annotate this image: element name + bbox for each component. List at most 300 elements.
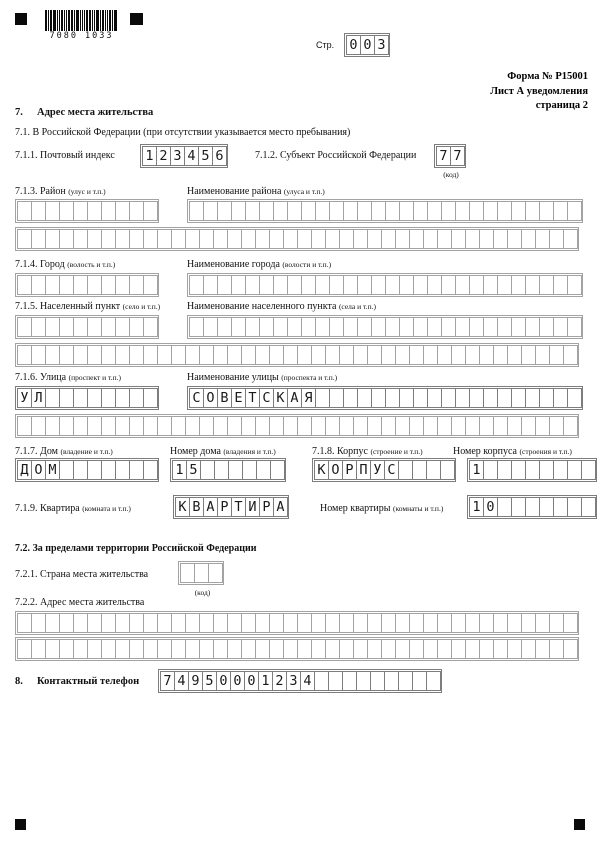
char-cell[interactable]	[455, 317, 470, 337]
char-cell[interactable]	[115, 416, 130, 436]
char-cell[interactable]	[567, 275, 582, 295]
char-cell[interactable]	[549, 416, 564, 436]
char-cell[interactable]	[465, 229, 480, 249]
char-cell[interactable]	[87, 317, 102, 337]
char-cell[interactable]	[437, 416, 452, 436]
char-cell[interactable]: 0	[360, 35, 375, 55]
char-cell[interactable]	[567, 201, 582, 221]
char-cell[interactable]	[269, 639, 284, 659]
char-cell[interactable]	[539, 275, 554, 295]
char-cell[interactable]	[45, 229, 60, 249]
char-cell[interactable]	[451, 229, 466, 249]
char-cell[interactable]	[87, 613, 102, 633]
char-cell[interactable]	[493, 639, 508, 659]
char-cell[interactable]	[539, 201, 554, 221]
char-cell[interactable]	[353, 613, 368, 633]
char-cell[interactable]	[423, 229, 438, 249]
char-cell[interactable]	[385, 388, 400, 408]
char-cell[interactable]	[31, 345, 46, 365]
char-cell[interactable]: У	[17, 388, 32, 408]
char-cell[interactable]	[242, 460, 257, 480]
char-cell[interactable]: Т	[231, 497, 246, 517]
char-cell[interactable]	[451, 613, 466, 633]
char-cell[interactable]	[497, 201, 512, 221]
char-cell[interactable]	[343, 388, 358, 408]
char-cell[interactable]	[301, 201, 316, 221]
char-cell[interactable]: Т	[245, 388, 260, 408]
char-cell[interactable]	[525, 317, 540, 337]
char-cell[interactable]	[17, 201, 32, 221]
char-cell[interactable]	[367, 229, 382, 249]
char-cell[interactable]	[59, 317, 74, 337]
char-cell[interactable]: 0	[346, 35, 361, 55]
char-cell[interactable]	[465, 416, 480, 436]
char-cell[interactable]	[31, 639, 46, 659]
char-cell[interactable]	[227, 229, 242, 249]
char-cell[interactable]	[87, 229, 102, 249]
char-cell[interactable]: К	[175, 497, 190, 517]
char-cell[interactable]	[427, 275, 442, 295]
char-cell[interactable]	[371, 388, 386, 408]
char-cell[interactable]	[45, 317, 60, 337]
char-cell[interactable]	[563, 416, 578, 436]
char-cell[interactable]	[315, 388, 330, 408]
char-cell[interactable]	[483, 460, 498, 480]
char-cell[interactable]	[203, 201, 218, 221]
char-cell[interactable]	[398, 460, 413, 480]
char-cell[interactable]: В	[217, 388, 232, 408]
char-cell[interactable]	[101, 639, 116, 659]
char-cell[interactable]	[171, 613, 186, 633]
char-cell[interactable]	[245, 201, 260, 221]
char-cell[interactable]	[59, 460, 74, 480]
char-cell[interactable]	[255, 416, 270, 436]
char-cell[interactable]	[287, 275, 302, 295]
char-cell[interactable]: 4	[300, 671, 315, 691]
char-cell[interactable]	[17, 345, 32, 365]
char-cell[interactable]	[129, 460, 144, 480]
char-cell[interactable]	[497, 497, 512, 517]
char-cell[interactable]	[367, 345, 382, 365]
char-cell[interactable]: 1	[142, 146, 157, 166]
char-cell[interactable]	[185, 416, 200, 436]
char-cell[interactable]	[101, 460, 116, 480]
locality-type-cells[interactable]	[15, 315, 159, 339]
char-cell[interactable]: 3	[170, 146, 185, 166]
char-cell[interactable]	[157, 416, 172, 436]
char-cell[interactable]	[384, 671, 399, 691]
char-cell[interactable]	[465, 639, 480, 659]
char-cell[interactable]: М	[45, 460, 60, 480]
char-cell[interactable]: В	[189, 497, 204, 517]
char-cell[interactable]	[553, 460, 568, 480]
subject-code-cells[interactable]	[434, 144, 466, 168]
char-cell[interactable]	[45, 613, 60, 633]
char-cell[interactable]: 3	[286, 671, 301, 691]
char-cell[interactable]	[339, 229, 354, 249]
char-cell[interactable]	[339, 639, 354, 659]
postal-index-cells[interactable]	[140, 144, 228, 168]
char-cell[interactable]	[525, 497, 540, 517]
char-cell[interactable]	[129, 388, 144, 408]
char-cell[interactable]: 2	[272, 671, 287, 691]
char-cell[interactable]	[325, 345, 340, 365]
district-type-cells[interactable]	[15, 199, 159, 223]
char-cell[interactable]	[245, 317, 260, 337]
char-cell[interactable]	[115, 317, 130, 337]
char-cell[interactable]	[311, 416, 326, 436]
char-cell[interactable]	[479, 345, 494, 365]
char-cell[interactable]	[451, 416, 466, 436]
char-cell[interactable]	[297, 229, 312, 249]
char-cell[interactable]	[213, 639, 228, 659]
char-cell[interactable]: С	[259, 388, 274, 408]
char-cell[interactable]	[59, 613, 74, 633]
char-cell[interactable]	[381, 229, 396, 249]
char-cell[interactable]	[199, 345, 214, 365]
char-cell[interactable]	[101, 229, 116, 249]
char-cell[interactable]: С	[189, 388, 204, 408]
char-cell[interactable]	[357, 201, 372, 221]
char-cell[interactable]	[413, 275, 428, 295]
char-cell[interactable]: О	[31, 460, 46, 480]
char-cell[interactable]	[399, 201, 414, 221]
char-cell[interactable]: И	[245, 497, 260, 517]
char-cell[interactable]	[189, 317, 204, 337]
char-cell[interactable]	[469, 201, 484, 221]
char-cell[interactable]	[426, 671, 441, 691]
char-cell[interactable]	[171, 639, 186, 659]
char-cell[interactable]	[413, 317, 428, 337]
char-cell[interactable]	[469, 388, 484, 408]
char-cell[interactable]: 7	[450, 146, 465, 166]
char-cell[interactable]	[115, 275, 130, 295]
char-cell[interactable]: 5	[186, 460, 201, 480]
char-cell[interactable]	[311, 613, 326, 633]
char-cell[interactable]	[409, 416, 424, 436]
apartment-number-cells[interactable]	[467, 495, 597, 519]
char-cell[interactable]	[469, 275, 484, 295]
char-cell[interactable]	[479, 639, 494, 659]
char-cell[interactable]	[87, 388, 102, 408]
char-cell[interactable]	[329, 388, 344, 408]
char-cell[interactable]	[409, 639, 424, 659]
char-cell[interactable]	[129, 229, 144, 249]
char-cell[interactable]	[73, 388, 88, 408]
char-cell[interactable]	[437, 639, 452, 659]
char-cell[interactable]: 0	[216, 671, 231, 691]
char-cell[interactable]	[521, 416, 536, 436]
char-cell[interactable]	[73, 229, 88, 249]
char-cell[interactable]	[385, 275, 400, 295]
char-cell[interactable]	[385, 201, 400, 221]
house-type-cells[interactable]	[15, 458, 159, 482]
char-cell[interactable]	[287, 201, 302, 221]
char-cell[interactable]	[87, 275, 102, 295]
char-cell[interactable]	[115, 460, 130, 480]
char-cell[interactable]	[259, 317, 274, 337]
char-cell[interactable]	[497, 460, 512, 480]
char-cell[interactable]: Я	[301, 388, 316, 408]
char-cell[interactable]	[427, 317, 442, 337]
char-cell[interactable]	[227, 639, 242, 659]
char-cell[interactable]	[129, 639, 144, 659]
char-cell[interactable]	[283, 416, 298, 436]
char-cell[interactable]	[567, 460, 582, 480]
char-cell[interactable]	[73, 201, 88, 221]
char-cell[interactable]	[269, 416, 284, 436]
char-cell[interactable]	[213, 229, 228, 249]
char-cell[interactable]	[370, 671, 385, 691]
char-cell[interactable]	[241, 613, 256, 633]
char-cell[interactable]	[199, 229, 214, 249]
char-cell[interactable]: Л	[31, 388, 46, 408]
phone-cells[interactable]	[158, 669, 442, 693]
char-cell[interactable]: К	[273, 388, 288, 408]
char-cell[interactable]: 9	[188, 671, 203, 691]
char-cell[interactable]	[525, 201, 540, 221]
char-cell[interactable]	[297, 613, 312, 633]
char-cell[interactable]	[171, 416, 186, 436]
char-cell[interactable]	[455, 388, 470, 408]
char-cell[interactable]	[353, 229, 368, 249]
apartment-type-cells[interactable]	[173, 495, 289, 519]
char-cell[interactable]	[73, 639, 88, 659]
char-cell[interactable]	[227, 613, 242, 633]
building-number-cells[interactable]	[467, 458, 597, 482]
char-cell[interactable]	[426, 460, 441, 480]
char-cell[interactable]	[270, 460, 285, 480]
char-cell[interactable]	[17, 275, 32, 295]
char-cell[interactable]	[409, 229, 424, 249]
char-cell[interactable]	[483, 388, 498, 408]
char-cell[interactable]	[17, 229, 32, 249]
char-cell[interactable]	[353, 345, 368, 365]
char-cell[interactable]	[73, 613, 88, 633]
char-cell[interactable]: 1	[172, 460, 187, 480]
char-cell[interactable]	[549, 345, 564, 365]
char-cell[interactable]	[371, 201, 386, 221]
char-cell[interactable]	[353, 639, 368, 659]
char-cell[interactable]: П	[356, 460, 371, 480]
char-cell[interactable]: О	[328, 460, 343, 480]
char-cell[interactable]	[479, 229, 494, 249]
char-cell[interactable]	[507, 639, 522, 659]
char-cell[interactable]	[549, 229, 564, 249]
char-cell[interactable]	[535, 639, 550, 659]
char-cell[interactable]	[157, 229, 172, 249]
char-cell[interactable]	[539, 497, 554, 517]
char-cell[interactable]: 7	[436, 146, 451, 166]
char-cell[interactable]	[535, 345, 550, 365]
char-cell[interactable]: 1	[258, 671, 273, 691]
char-cell[interactable]	[17, 639, 32, 659]
char-cell[interactable]	[437, 229, 452, 249]
char-cell[interactable]	[59, 275, 74, 295]
street-name-cells[interactable]	[187, 386, 583, 410]
city-name-cells[interactable]	[187, 273, 583, 297]
char-cell[interactable]	[367, 613, 382, 633]
char-cell[interactable]	[311, 639, 326, 659]
char-cell[interactable]: 0	[483, 497, 498, 517]
char-cell[interactable]	[507, 345, 522, 365]
char-cell[interactable]	[31, 229, 46, 249]
char-cell[interactable]	[73, 317, 88, 337]
char-cell[interactable]	[255, 639, 270, 659]
char-cell[interactable]	[143, 201, 158, 221]
char-cell[interactable]	[483, 275, 498, 295]
char-cell[interactable]	[413, 388, 428, 408]
char-cell[interactable]	[357, 317, 372, 337]
char-cell[interactable]	[59, 229, 74, 249]
char-cell[interactable]	[101, 613, 116, 633]
char-cell[interactable]: 2	[156, 146, 171, 166]
char-cell[interactable]	[208, 563, 223, 583]
char-cell[interactable]	[342, 671, 357, 691]
char-cell[interactable]	[315, 317, 330, 337]
char-cell[interactable]	[171, 229, 186, 249]
char-cell[interactable]: 7	[160, 671, 175, 691]
locality-extra-cells[interactable]	[15, 343, 579, 367]
char-cell[interactable]	[241, 229, 256, 249]
char-cell[interactable]	[241, 345, 256, 365]
char-cell[interactable]	[325, 613, 340, 633]
char-cell[interactable]	[213, 345, 228, 365]
char-cell[interactable]	[423, 416, 438, 436]
char-cell[interactable]: У	[370, 460, 385, 480]
char-cell[interactable]	[553, 388, 568, 408]
char-cell[interactable]	[185, 345, 200, 365]
char-cell[interactable]	[185, 229, 200, 249]
char-cell[interactable]	[255, 613, 270, 633]
char-cell[interactable]	[497, 317, 512, 337]
char-cell[interactable]	[521, 639, 536, 659]
char-cell[interactable]	[329, 275, 344, 295]
char-cell[interactable]	[343, 317, 358, 337]
char-cell[interactable]	[283, 639, 298, 659]
char-cell[interactable]	[553, 275, 568, 295]
char-cell[interactable]	[143, 388, 158, 408]
char-cell[interactable]: 0	[230, 671, 245, 691]
char-cell[interactable]	[423, 639, 438, 659]
char-cell[interactable]	[483, 201, 498, 221]
char-cell[interactable]	[87, 345, 102, 365]
char-cell[interactable]	[31, 416, 46, 436]
char-cell[interactable]	[381, 416, 396, 436]
char-cell[interactable]	[395, 639, 410, 659]
char-cell[interactable]	[101, 317, 116, 337]
char-cell[interactable]	[357, 388, 372, 408]
char-cell[interactable]	[479, 416, 494, 436]
char-cell[interactable]	[314, 671, 329, 691]
char-cell[interactable]	[31, 613, 46, 633]
char-cell[interactable]	[399, 275, 414, 295]
char-cell[interactable]	[357, 275, 372, 295]
char-cell[interactable]	[129, 201, 144, 221]
char-cell[interactable]	[328, 671, 343, 691]
char-cell[interactable]	[129, 275, 144, 295]
char-cell[interactable]	[521, 345, 536, 365]
char-cell[interactable]	[227, 416, 242, 436]
char-cell[interactable]	[115, 639, 130, 659]
char-cell[interactable]	[469, 317, 484, 337]
char-cell[interactable]	[269, 345, 284, 365]
char-cell[interactable]	[535, 229, 550, 249]
char-cell[interactable]	[87, 639, 102, 659]
char-cell[interactable]	[129, 613, 144, 633]
char-cell[interactable]	[217, 201, 232, 221]
char-cell[interactable]	[283, 229, 298, 249]
char-cell[interactable]: 6	[212, 146, 227, 166]
char-cell[interactable]	[255, 345, 270, 365]
char-cell[interactable]	[343, 275, 358, 295]
char-cell[interactable]	[180, 563, 195, 583]
char-cell[interactable]	[59, 416, 74, 436]
char-cell[interactable]	[455, 201, 470, 221]
char-cell[interactable]	[17, 317, 32, 337]
char-cell[interactable]	[511, 460, 526, 480]
char-cell[interactable]	[185, 639, 200, 659]
char-cell[interactable]	[441, 388, 456, 408]
char-cell[interactable]: 3	[374, 35, 389, 55]
char-cell[interactable]	[553, 317, 568, 337]
char-cell[interactable]	[17, 613, 32, 633]
char-cell[interactable]	[143, 416, 158, 436]
foreign-address-row2-cells[interactable]	[15, 637, 579, 661]
char-cell[interactable]	[493, 229, 508, 249]
char-cell[interactable]	[87, 460, 102, 480]
char-cell[interactable]	[214, 460, 229, 480]
char-cell[interactable]	[497, 388, 512, 408]
char-cell[interactable]	[194, 563, 209, 583]
char-cell[interactable]	[553, 201, 568, 221]
char-cell[interactable]: Е	[231, 388, 246, 408]
char-cell[interactable]	[511, 201, 526, 221]
char-cell[interactable]	[129, 345, 144, 365]
char-cell[interactable]	[143, 460, 158, 480]
house-number-cells[interactable]	[170, 458, 286, 482]
char-cell[interactable]	[581, 460, 596, 480]
char-cell[interactable]	[199, 416, 214, 436]
char-cell[interactable]	[199, 613, 214, 633]
char-cell[interactable]	[189, 275, 204, 295]
char-cell[interactable]	[539, 460, 554, 480]
char-cell[interactable]: А	[203, 497, 218, 517]
char-cell[interactable]	[539, 388, 554, 408]
foreign-address-row1-cells[interactable]	[15, 611, 579, 635]
char-cell[interactable]	[157, 613, 172, 633]
char-cell[interactable]	[427, 388, 442, 408]
street-extra-cells[interactable]	[15, 414, 579, 438]
char-cell[interactable]	[45, 639, 60, 659]
char-cell[interactable]	[115, 229, 130, 249]
char-cell[interactable]	[228, 460, 243, 480]
char-cell[interactable]	[549, 613, 564, 633]
char-cell[interactable]	[437, 345, 452, 365]
char-cell[interactable]	[143, 613, 158, 633]
char-cell[interactable]	[143, 345, 158, 365]
char-cell[interactable]	[287, 317, 302, 337]
char-cell[interactable]: Р	[217, 497, 232, 517]
char-cell[interactable]	[367, 639, 382, 659]
char-cell[interactable]	[567, 388, 582, 408]
char-cell[interactable]	[59, 345, 74, 365]
char-cell[interactable]	[511, 317, 526, 337]
char-cell[interactable]: 4	[184, 146, 199, 166]
char-cell[interactable]	[409, 345, 424, 365]
char-cell[interactable]	[45, 345, 60, 365]
char-cell[interactable]	[45, 275, 60, 295]
